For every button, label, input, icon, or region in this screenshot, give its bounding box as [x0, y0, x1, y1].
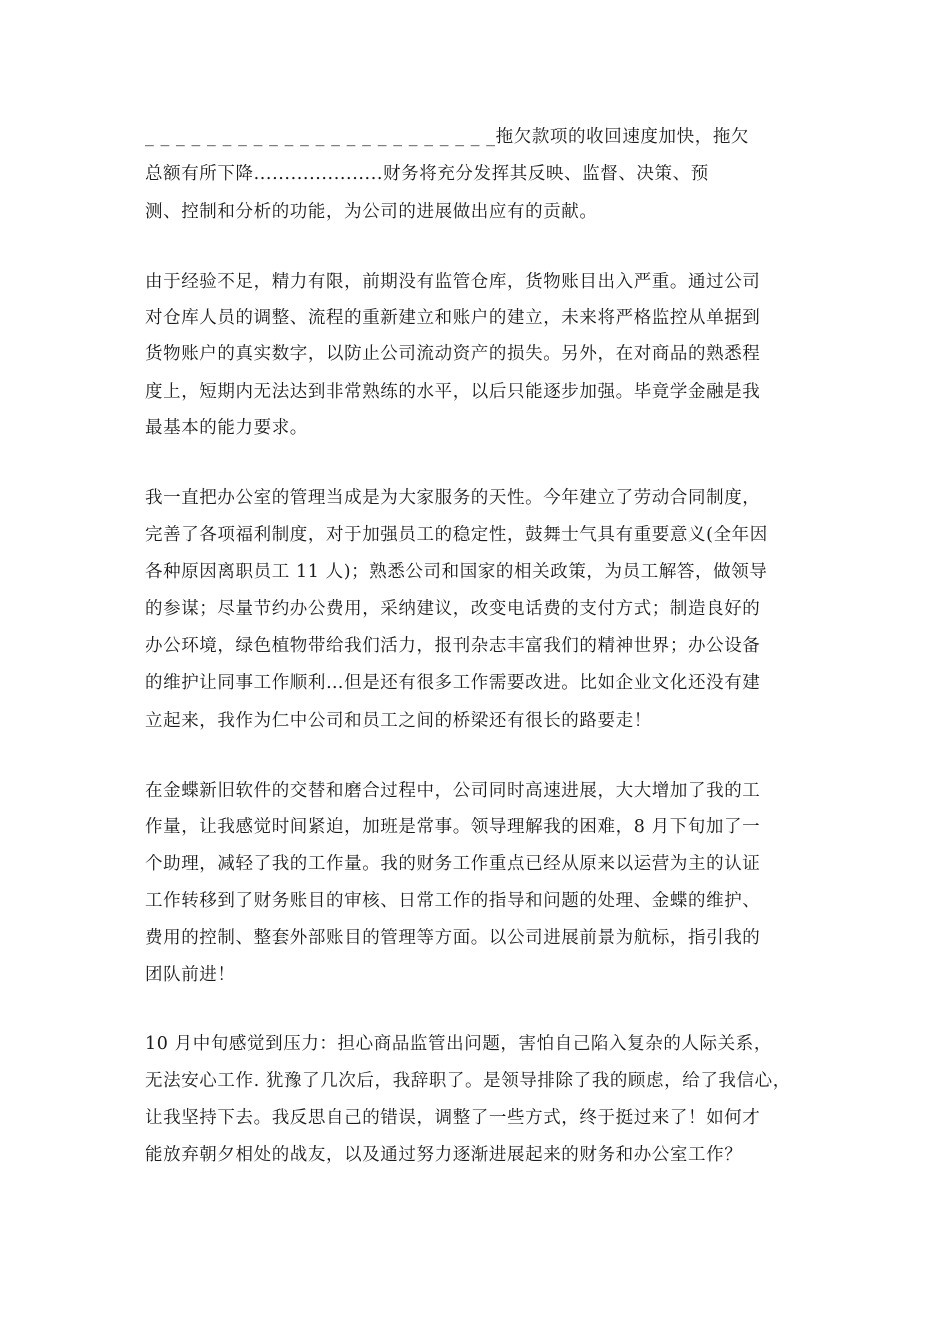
text-line: 办公环境，绿色植物带给我们活力，报刊杂志丰富我们的精神世界；办公设备 [145, 636, 761, 656]
text-line: 对仓库人员的调整、流程的重新建立和账户的建立，未来将严格监控从单据到 [145, 308, 761, 328]
text-line: 测、控制和分析的功能，为公司的进展做出应有的贡献。 [145, 202, 598, 222]
text-line: 最基本的能力要求。 [145, 418, 308, 438]
text-line: 能放弃朝夕相处的战友，以及通过努力逐渐进展起来的财务和办公室工作？ [145, 1145, 743, 1165]
text-line: 完善了各项福利制度，对于加强员工的稳定性，鼓舞士气具有重要意义(全年因 [145, 525, 768, 545]
text-line: 费用的控制、整套外部账目的管理等方面。以公司进展前景为航标，指引我的 [145, 928, 761, 948]
text-line: 总额有所下降.....................财务将充分发挥其反映、监督、决策、预 [145, 164, 709, 184]
text-line: 10 月中旬感觉到压力：担心商品监管出问题，害怕自己陷入复杂的人际关系， [145, 1034, 772, 1054]
text-line: _ _ _ _ _ _ _ _ _ _ _ _ _ _ _ _ _ _ _ _ _ _ _拖欠款项的收回速度加快，拖欠 [145, 127, 750, 147]
text-line: 在金蝶新旧软件的交替和磨合过程中，公司同时高速进展，大大增加了我的工 [145, 781, 761, 801]
text-line: 团队前进！ [145, 965, 236, 985]
text-line: 货物账户的真实数字，以防止公司流动资产的损失。另外，在对商品的熟悉程 [145, 344, 761, 364]
text-line: 各种原因离职员工 11 人)；熟悉公司和国家的相关政策，为员工解答，做领导 [145, 562, 768, 582]
text-line: 工作转移到了财务账目的审核、日常工作的指导和问题的处理、金蝶的维护、 [145, 891, 761, 911]
text-line: 无法安心工作. 犹豫了几次后，我辞职了。是领导排除了我的顾虑，给了我信心， [145, 1071, 791, 1091]
text-line: 由于经验不足，精力有限，前期没有监管仓库，货物账目出入严重。通过公司 [145, 272, 761, 292]
text-line: 让我坚持下去。我反思自己的错误，调整了一些方式，终于挺过来了！如何才 [145, 1108, 761, 1128]
text-line: 的维护让同事工作顺利…但是还有很多工作需要改进。比如企业文化还没有建 [145, 673, 761, 693]
text-line: 的参谋；尽量节约办公费用，采纳建议，改变电话费的支付方式；制造良好的 [145, 599, 761, 619]
text-line: 度上，短期内无法达到非常熟练的水平，以后只能逐步加强。毕竟学金融是我 [145, 382, 761, 402]
text-line: 个助理，减轻了我的工作量。我的财务工作重点已经从原来以运营为主的认证 [145, 854, 761, 874]
text-line: 作量，让我感觉时间紧迫，加班是常事。领导理解我的困难，8 月下旬加了一 [145, 817, 761, 837]
text-line: 我一直把办公室的管理当成是为大家服务的天性。今年建立了劳动合同制度， [145, 488, 761, 508]
text-line: 立起来，我作为仁中公司和员工之间的桥梁还有很长的路要走！ [145, 711, 652, 731]
